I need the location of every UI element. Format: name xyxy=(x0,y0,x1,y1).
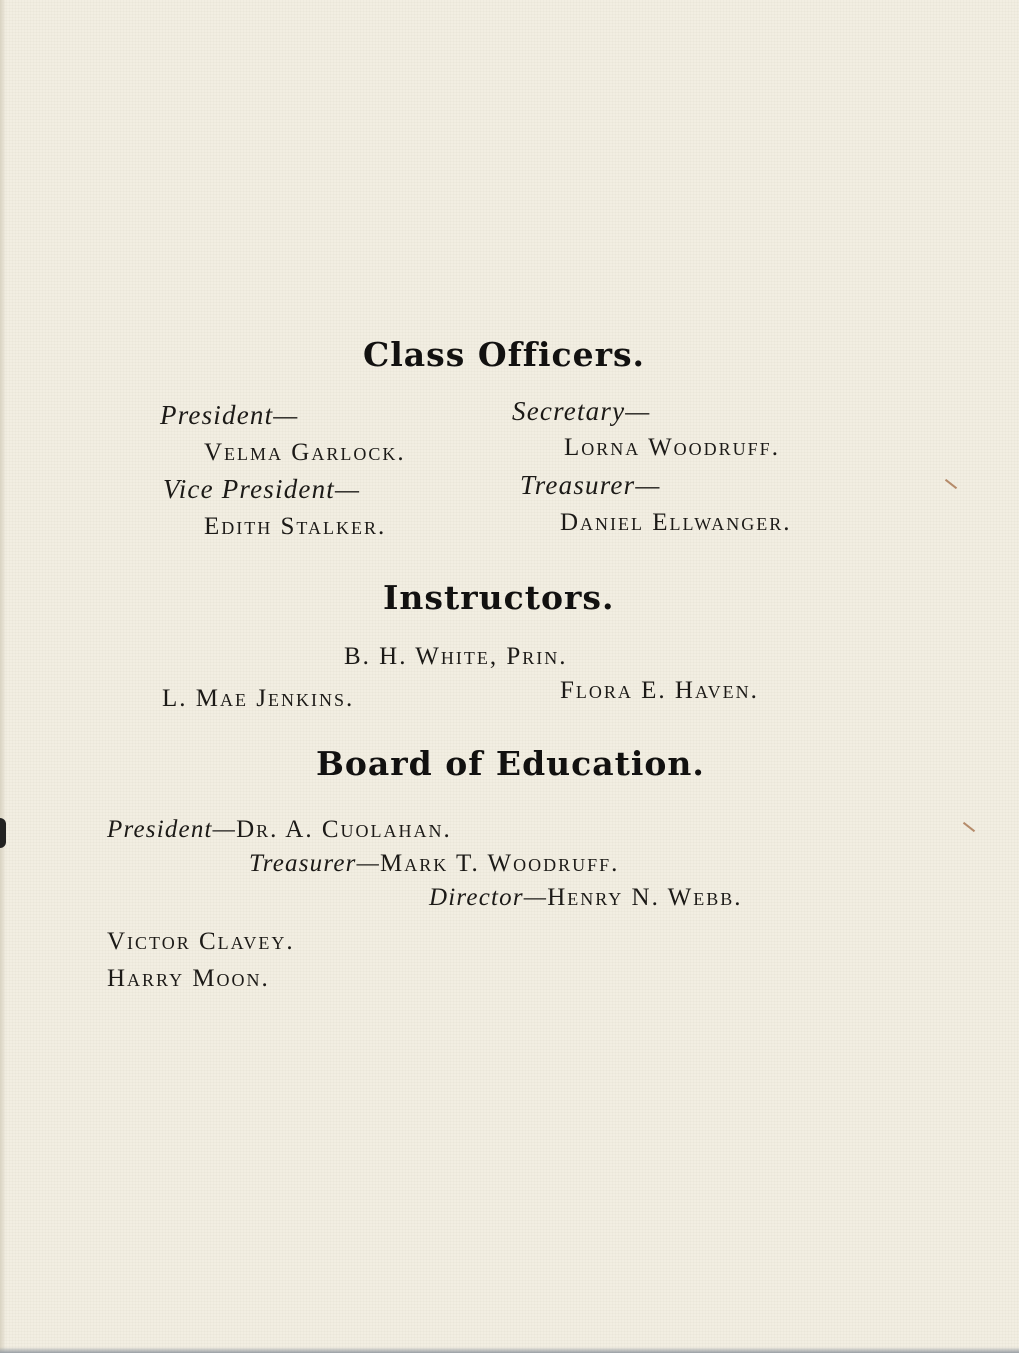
officer-treasurer-name: Daniel Ellwanger. xyxy=(560,509,792,536)
class-officers-heading: Class Officers. xyxy=(363,335,646,374)
officer-vice-president-label: Vice President— xyxy=(163,474,361,504)
board-of-education-heading: Board of Education. xyxy=(316,744,705,783)
paper-mark xyxy=(945,479,957,489)
board-director-label: Director— xyxy=(429,884,548,911)
instructor-name: L. Mae Jenkins. xyxy=(162,685,355,712)
board-member-name: Harry Moon. xyxy=(107,965,270,992)
officer-president-label: President— xyxy=(160,400,299,430)
instructor-name: Flora E. Haven. xyxy=(560,677,759,704)
officer-vice-president-name: Edith Stalker. xyxy=(204,513,387,540)
board-member-name: Victor Clavey. xyxy=(107,928,295,955)
board-president-line xyxy=(107,817,452,842)
instructor-principal: B. H. White, Prin. xyxy=(344,643,568,670)
board-treasurer-line xyxy=(249,851,619,876)
board-treasurer-label: Treasurer— xyxy=(249,850,381,877)
officer-secretary-label: Secretary— xyxy=(512,396,651,426)
board-director-line xyxy=(429,885,742,910)
officer-president-name: Velma Garlock. xyxy=(204,439,406,466)
board-president-name: Dr. A. Cuolahan. xyxy=(236,816,452,843)
instructors-heading: Instructors. xyxy=(383,578,615,617)
binding-notch xyxy=(0,818,6,848)
page-bottom-edge xyxy=(0,1347,1019,1353)
officer-secretary-name: Lorna Woodruff. xyxy=(564,434,780,461)
officer-treasurer-label: Treasurer— xyxy=(520,470,661,500)
board-president-label: President— xyxy=(107,816,237,843)
paper-mark xyxy=(963,822,975,832)
board-treasurer-name: Mark T. Woodruff. xyxy=(380,850,620,877)
board-director-name: Henry N. Webb. xyxy=(547,884,743,911)
page-left-edge xyxy=(0,0,6,1353)
